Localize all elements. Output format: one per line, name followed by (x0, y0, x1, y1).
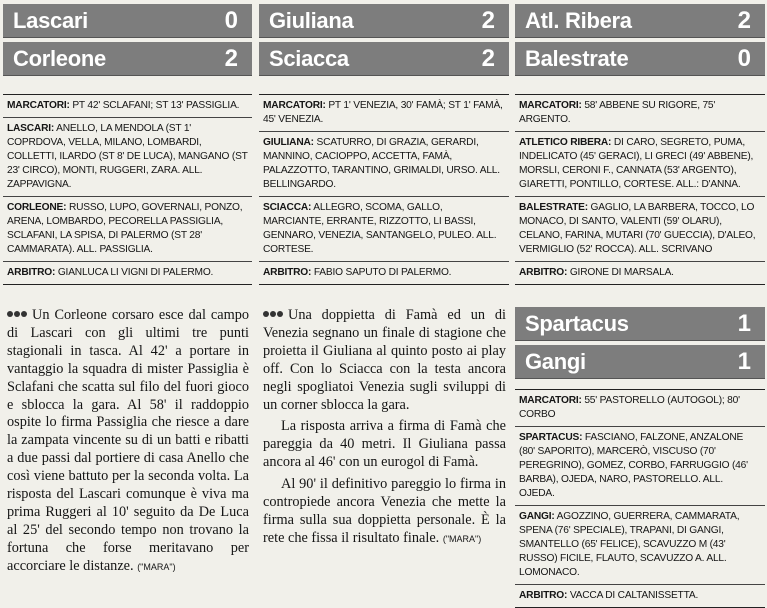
signature: ("MARA") (137, 561, 176, 572)
referee: ARBITRO: GIRONE DI MARSALA. (515, 261, 765, 285)
team-name: Sciacca (269, 46, 349, 71)
home-score-bar (515, 307, 765, 341)
article: Una doppietta di Famà ed un di Venezia segnano un finale di stagione che proietta il Giuliana al quinto posto ai play off. Con lo Sciacca con la testa ancora negli spogliatoi Venezia sugli sviluppi di un corner sblocca la gara. La risposta arriva a firma di Famà che pareggia da 40 metri. Il Giuliana passa ancora al 46' con un eurogol di Famà. Al 90' il definitivo pareggio lo firma in contropiede ancora Venezia che mette la firma sulla sua doppietta personale. È la rete che fissa il risultato finale. ("MARA") (263, 307, 506, 546)
goals: 1 (737, 310, 751, 337)
away-lineup: BALESTRATE: GAGLIO, LA BARBERA, TOCCO, LO MONACO, DI SANTO, VALENTI (59' OLARU), CELANO, FARINA, MUTARI (70' GUECCIA), D'ALEO, VERMIGLIO (52' ROCCA). ALL. SCRIVANO (515, 196, 765, 261)
team-name: Lascari (13, 8, 88, 33)
team-name: Atl. Ribera (525, 8, 632, 33)
away-lineup: GANGI: AGOZZINO, GUERRERA, CAMMARATA, SPENA (76' SPECIALE), TRAPANI, DI GANGI, SMANTELLO (65' FELICE), SCAVUZZO M (43' RUSSO) FICILE, FLAUTO, SCAVUZZO A. ALL. LOMONACO. (515, 505, 765, 584)
away-lineup: SCIACCA: ALLEGRO, SCOMA, GALLO, MARCIANTE, ERRANTE, RIZZOTTO, LI BASSI, GENNARO, VENEZIA, SANTANGELO, PULEO. ALL. CORTESE. (259, 196, 509, 261)
away-score-bar (515, 345, 765, 379)
team-name: Giuliana (269, 8, 354, 33)
scorers: MARCATORI: PT 42' SCLAFANI; ST 13' PASSIGLIA. (3, 94, 252, 117)
match-column-ribera-balestrate-spartacus-gangi (515, 0, 765, 608)
scorers: MARCATORI: 58' ABBENE SU RIGORE, 75' ARGENTO. (515, 94, 765, 131)
goals: 1 (737, 348, 751, 375)
away-score-bar (259, 42, 509, 76)
home-score-bar (259, 4, 509, 38)
referee: ARBITRO: VACCA DI CALTANISSETTA. (515, 584, 765, 608)
match-column-giuliana-sciacca (259, 0, 509, 549)
bullet-dots-icon (7, 309, 29, 319)
scorers: MARCATORI: 55' PASTORELLO (AUTOGOL); 80' CORBO (515, 389, 765, 426)
home-score-bar (3, 4, 252, 38)
home-score-bar (515, 4, 765, 38)
away-score-bar (515, 42, 765, 76)
signature: ("MARA") (442, 533, 482, 544)
goals: 0 (224, 7, 238, 34)
team-name: Gangi (525, 349, 586, 374)
bullet-dots-icon (263, 309, 285, 319)
referee: ARBITRO: FABIO SAPUTO DI PALERMO. (259, 261, 509, 285)
home-lineup: GIULIANA: SCATURRO, DI GRAZIA, GERARDI, MANNINO, CACIOPPO, ACCETTA, FAMÀ, PALAZZOTTO, TARANTINO, GRIMALDI, URSO. ALL. BELLINGARDO. (259, 131, 509, 196)
goals: 2 (481, 7, 495, 34)
home-lineup: ATLETICO RIBERA: DI CARO, SEGRETO, PUMA, INDELICATO (45' GERACI), LI GRECI (49' ABBENE), MORSLI, CERONI F., CANNATA (53' ARGENTO), GIARETTI, PONTILLO, CORTESE. ALL.: D'ANNA. (515, 131, 765, 196)
away-score-bar (3, 42, 252, 76)
home-lineup: LASCARI: ANELLO, LA MENDOLA (ST 1' COPRDOVA, VELLA, MILANO, LOMBARDI, COLLETTI, ILARDO (ST 8' DE LUCA), MANGANO (ST 23' CIRCO), MONTI, RUGGERI, ZARA. ALL. ZAPPAVIGNA. (3, 117, 252, 196)
goals: 2 (737, 7, 751, 34)
team-name: Spartacus (525, 311, 629, 336)
home-lineup: SPARTACUS: FASCIANO, FALZONE, ANZALONE (80' SAPORITO), MARCERÒ, VISCUSO (70' PEREGRINO), GOMEZ, CORBO, FARRUGGIO (46' BARBA), OJEDA, NARO, PASTORELLO. ALL. OJEDA. (515, 426, 765, 505)
team-name: Corleone (13, 46, 106, 71)
goals: 0 (737, 45, 751, 72)
away-lineup: CORLEONE: RUSSO, LUPO, GOVERNALI, PONZO, ARENA, LOMBARDO, PECORELLA PASSIGLIA, SCLAFANI, LA SPISA, DI PALERMO (ST 28' CAMMARATA). ALL. PASSIGLIA. (3, 196, 252, 261)
match-column-lascari-corleone (3, 0, 252, 577)
article: Un Corleone corsaro esce dal campo di Lascari con gli ultimi tre punti stagionali in tasca. Al 42' a portare in vantaggio la squadra di mister Passiglia è Sclafani che scatta sul filo del fuori gioco e sblocca la gara. Al 58' il raddoppio ospite lo firma Passiglia che riesce a dare la zampata vincente su di un batti e ribatti a due passi dal portiere di casa Anello che così viene battuto per la seconda volta. La risposta del Lascari comunque è viva ma prima Ruggeri al 10' seguito da De Luca al 25' del secondo tempo non trovano la fortuna che forse meritavano per accorciare le distanze. ("MARA") (7, 307, 249, 574)
referee: ARBITRO: GIANLUCA LI VIGNI DI PALERMO. (3, 261, 252, 285)
goals: 2 (224, 45, 238, 72)
goals: 2 (481, 45, 495, 72)
team-name: Balestrate (525, 46, 629, 71)
scorers: MARCATORI: PT 1' VENEZIA, 30' FAMÀ; ST 1' FAMÀ, 45' VENEZIA. (259, 94, 509, 131)
